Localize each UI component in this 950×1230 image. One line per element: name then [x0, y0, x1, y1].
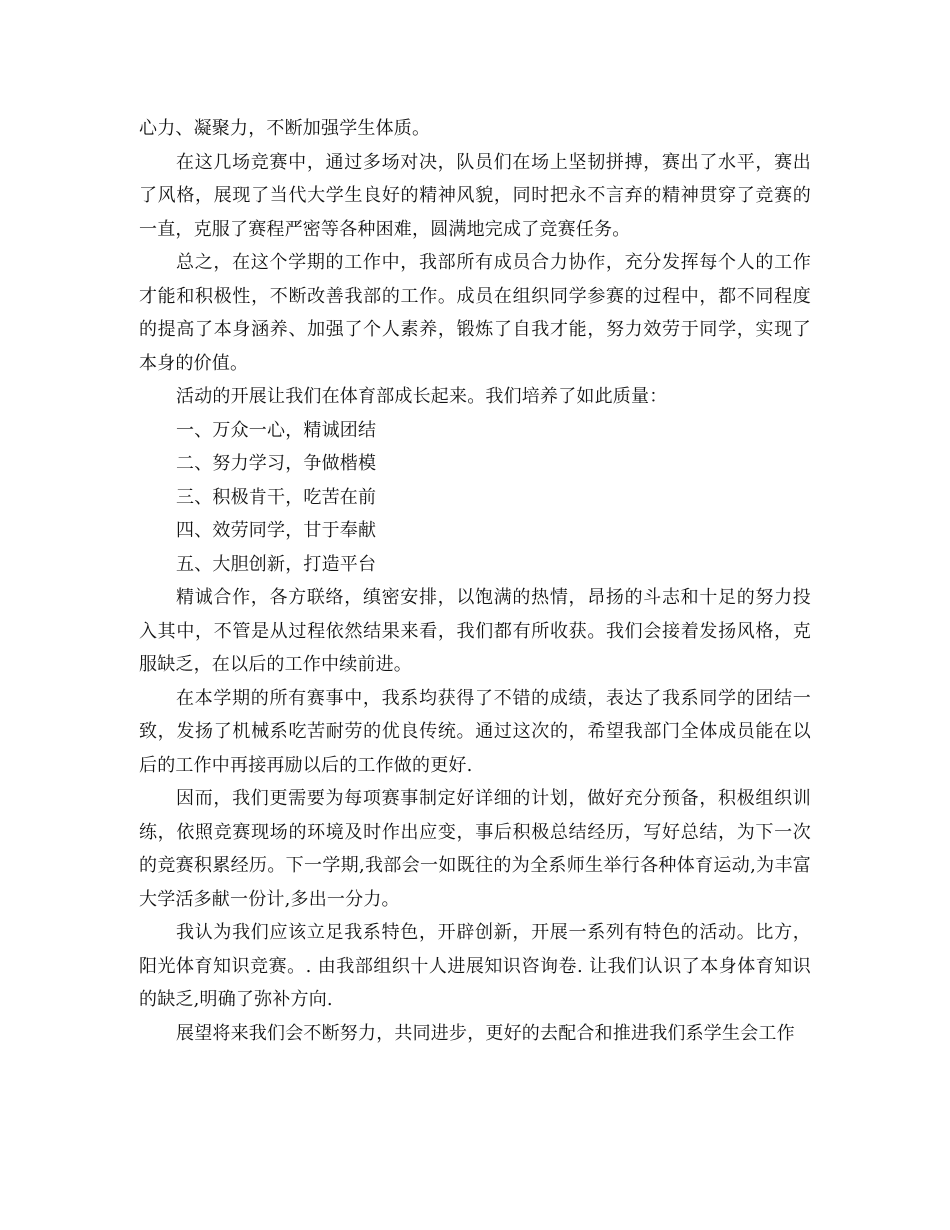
paragraph-1: 心力、凝聚力，不断加强学生体质。: [139, 118, 431, 139]
list-item-2: 二、努力学习，争做楷模: [176, 453, 377, 474]
paragraph-8: 我认为我们应该立足我系特色，开辟创新，开展一系列有特色的活动。比方，阳光体育知识竞赛。. 由我部组织十人进展知识咨询卷. 让我们认识了本身体育知识的缺乏,明确了弥补方向.: [139, 922, 811, 1010]
paragraph-7: 因而，我们更需要为每项赛事制定好详细的计划，做好充分预备，积极组织训练，依照竞赛现场的环境及时作出应变，事后积极总结经历，写好总结，为下一次的竞赛积累经历。下一学期,我部会一如既往的为全系师生举行各种体育运动,为丰富大学活多献一份计,多出一分力。: [139, 788, 811, 910]
paragraph-9: 展望将来我们会不断努力，共同进步，更好的去配合和推进我们系学生会工作: [176, 1022, 795, 1044]
paragraph-2: 在这几场竞赛中，通过多场对决，队员们在场上坚韧拼搏，赛出了水平，赛出了风格，展现了当代大学生良好的精神风貌，同时把永不言弃的精神贯穿了竞赛的一直，克服了赛程严密等各种困难，圆满地完成了竞赛任务。: [139, 151, 811, 240]
list-item-1: 一、万众一心，精诚团结: [176, 419, 377, 441]
paragraph-6: 在本学期的所有赛事中，我系均获得了不错的成绩，表达了我系同学的团结一致，发扬了机械系吃苦耐劳的优良传统。通过这次的，希望我部门全体成员能在以后的工作中再接再励以后的工作做的更好.: [139, 687, 811, 776]
list-item-4: 四、效劳同学，甘于奉献: [176, 520, 377, 541]
paragraph-4: 活动的开展让我们在体育部成长起来。我们培养了如此质量：: [176, 386, 668, 407]
paragraph-5: 精诚合作，各方联络，缜密安排，以饱满的热情，昂扬的斗志和十足的努力投入其中，不管是从过程依然结果来看，我们都有所收获。我们会接着发扬风格，克服缺乏，在以后的工作中续前进。: [139, 587, 811, 675]
list-item-5: 五、大胆创新，打造平台: [176, 553, 377, 575]
list-item-3: 三、积极肯干，吃苦在前: [176, 486, 377, 508]
paragraph-3: 总之，在这个学期的工作中，我部所有成员合力协作，充分发挥每个人的工作才能和积极性，不断改善我部的工作。成员在组织同学参赛的过程中，都不同程度的提高了本身涵养、加强了个人素养，锻炼了自我才能，努力效劳于同学，实现了本身的价值。: [139, 252, 811, 374]
document-body: [139, 112, 811, 1050]
